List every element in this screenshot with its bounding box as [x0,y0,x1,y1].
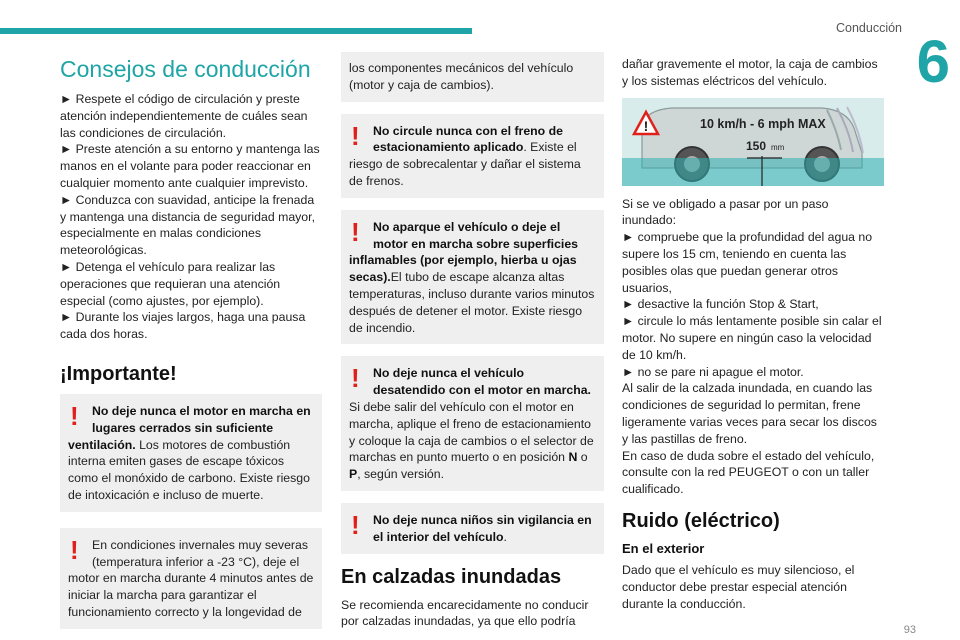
flood-step-intro: Si se ve obligado a pasar por un paso inundado: [622,196,829,228]
intro-bullet-1: ► Respete el código de circulación y preste atención independientemente de cuáles sean las condiciones de circulación. [60,92,308,140]
warning-box-ventilation [60,394,322,512]
column-1 [60,56,322,640]
intro-bullet-3: ► Conduzca con suavidad, anticipe la frenada y mantenga una distancia de seguridad mayor, especialmente en malas condiciones meteorológicas. [60,192,315,258]
flood-car-image [622,98,884,186]
column-3 [622,56,884,612]
warning-text: . [503,529,507,544]
warning-bold: No aparque el vehículo o deje el motor en marcha sobre superficies inflamables (por ejemplo, hierba u ojas secas). [349,219,579,285]
gear-p: P [349,467,358,482]
warning-box-winter [60,528,322,629]
flood-intro: Se recomienda encarecidamente no conducir por calzadas inundadas, ya que ello podría [341,597,589,629]
warning-text: . Existe el riesgo de sobrecalentar y dañar el sistema de frenos. [349,140,581,188]
depth-unit: mm [771,142,785,152]
flood-step-2: ► desactive la función Stop & Start, [622,297,819,312]
noise-heading: Ruido (eléctrico) [622,509,780,532]
gear-n: N [568,450,578,465]
depth-value: 150 [746,138,767,153]
after-flood-text: Al salir de la calzada inundada, en cuando las condiciones de seguridad lo permitan, frene ligeramente varias veces para secar los discos y las pastillas de freno. [622,381,877,446]
warning-text: Si debe salir del vehículo con el motor en marcha, aplique el freno de estacionamiento y coloque la caja de cambios o el selector de marchas en punto muerto o en posición [349,399,594,465]
warning-text: o [577,450,588,465]
chapter-number: 6 [916,28,950,95]
warning-box-children [341,503,604,554]
warning-text: , según versión. [357,467,445,482]
warning-icon: ! [351,509,360,540]
svg-text:!: ! [643,117,649,134]
warning-text: los componentes mecánicos del vehículo (motor y caja de cambios). [349,61,574,92]
intro-bullet-5: ► Durante los viajes largos, haga una pausa cada dos horas. [60,310,306,342]
exterior-text: Dado que el vehículo es muy silencioso, el conductor debe prestar especial atención durante la conducción. [622,562,855,611]
warning-bold: No circule nunca con el freno de estacionamiento aplicado [373,123,563,155]
flood-step-1: ► compruebe que la profundidad del agua no supere los 15 cm, teniendo en cuenta las posibles olas que puedan generar otros usuarios, [622,230,873,295]
header-accent-bar [0,28,472,34]
warning-icon: ! [351,216,360,247]
page-title: Consejos de conducción [60,56,311,82]
warning-text: Los motores de combustión interna emiten gases de escape tóxicos como el monóxido de carbono. Existe riesgo de intoxicación e incluso de muerte. [68,437,310,502]
exterior-heading: En el exterior [622,540,705,556]
page-number: 93 [903,624,916,636]
warning-icon: ! [351,120,360,151]
warning-box-unattended [341,356,604,491]
warning-icon: ! [70,400,79,431]
intro-bullet-4: ► Detenga el vehículo para realizar las operaciones que requieran una atención especial (como ajustes, por ejemplo). [60,259,281,308]
warning-bold: No deje nunca el motor en marcha en lugares cerrados sin suficiente ventilación. [68,403,311,452]
warning-bold: No deje nunca el vehículo desatendido con el motor en marcha. [373,366,591,398]
warning-box-parking-brake [341,114,604,198]
section-title: Conducción [835,21,902,35]
flood-step-4: ► no se pare ni apague el motor. [622,364,804,379]
important-heading: ¡Importante! [60,362,177,385]
warning-text: El tubo de escape alcanza altas temperaturas, incluso durante varios minutos después de detener el motor. Existe riesgo de incendio. [349,270,595,335]
warning-icon: ! [70,534,79,565]
doubt-text: En caso de duda sobre el estado del vehículo, consulte con la red PEUGEOT o con un taller cualificado. [622,448,875,497]
flood-illustration [622,98,884,186]
warning-text: En condiciones invernales muy severas (temperatura inferior a -23 °C), deje el motor en marcha durante 4 minutos antes de iniciar la marcha para garantizar el funcionamiento correcto y la longevidad de [68,537,314,619]
speed-limit-label: 10 km/h - 6 mph MAX [700,116,826,131]
intro-bullet-2: ► Preste atención a su entorno y mantenga las manos en el volante para poder reaccionar en cualquier momento ante cualquier imprevisto. [60,142,320,190]
warning-icon: ! [351,363,360,394]
flood-step-3: ► circule lo más lentamente posible sin calar el motor. No supere en ningún caso la velocidad de 10 km/h. [622,314,882,362]
warning-bold: No deje nunca niños sin vigilancia en el interior del vehículo [373,512,592,544]
warning-box-winter-cont [341,52,604,102]
flood-continued: dañar gravemente el motor, la caja de cambios y los sistemas eléctricos del vehículo. [622,57,878,88]
warning-box-flammable [341,210,604,345]
column-2 [341,52,604,630]
flood-heading: En calzadas inundadas [341,565,562,588]
